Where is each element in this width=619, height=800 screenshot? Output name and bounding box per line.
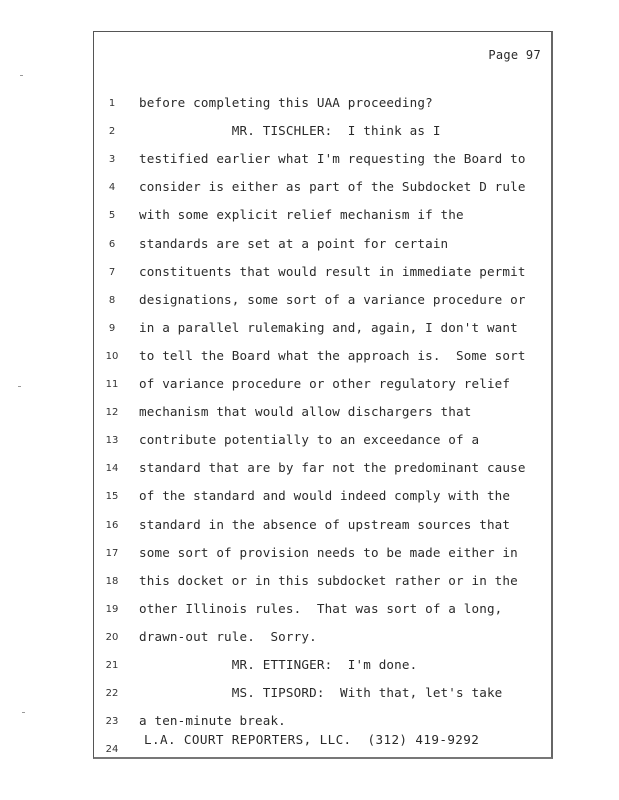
line-text: standards are set at a point for certain (139, 235, 449, 251)
line-number: 10 (105, 350, 119, 362)
line-number: 6 (108, 238, 116, 250)
transcript-line (94, 626, 554, 654)
line-number: 9 (108, 322, 116, 334)
line-text: constituents that would result in immediate permit (139, 263, 526, 279)
transcript-line (94, 317, 554, 345)
transcript-line (94, 345, 554, 373)
transcript-line (94, 654, 554, 682)
line-text: designations, some sort of a variance procedure or (139, 291, 526, 307)
line-text: other Illinois rules. That was sort of a long, (139, 600, 503, 616)
transcript-line (94, 92, 554, 120)
line-number: 2 (108, 126, 116, 138)
transcript-line (94, 148, 554, 176)
line-text: MR. ETTINGER: I'm done. (139, 657, 418, 672)
line-number: 12 (105, 407, 119, 419)
line-text: a ten-minute break. (139, 713, 286, 729)
transcript-line (94, 429, 554, 457)
transcript-line (94, 233, 554, 261)
line-text: MR. TISCHLER: I think as I (139, 123, 441, 139)
transcript-line (94, 514, 554, 542)
transcript-line (94, 570, 554, 598)
line-text: contribute potentially to an exceedance of a (139, 432, 480, 448)
line-text: of variance procedure or other regulatory relief (139, 376, 511, 391)
line-number: 4 (108, 182, 116, 194)
scan-speck (20, 75, 23, 76)
transcript-line (94, 261, 554, 289)
line-number: 8 (108, 294, 116, 306)
line-text: before completing this UAA proceeding? (139, 95, 433, 110)
line-number: 5 (108, 210, 116, 222)
transcript-line (94, 176, 554, 204)
line-text: mechanism that would allow dischargers that (139, 404, 472, 420)
line-number: 3 (108, 154, 116, 166)
line-text: MS. TIPSORD: With that, let's take (139, 685, 503, 701)
line-number: 18 (105, 575, 119, 587)
transcript-line (94, 373, 554, 401)
transcript-line (94, 598, 554, 626)
transcript-line (94, 120, 554, 148)
line-number: 22 (105, 688, 119, 700)
line-number: 1 (108, 98, 116, 109)
transcript-line (94, 485, 554, 513)
line-number: 24 (105, 744, 119, 756)
line-number: 23 (105, 716, 119, 728)
court-reporter-footer: L.A. COURT REPORTERS, LLC. (312) 419-9292 (144, 732, 480, 747)
line-number: 17 (105, 547, 119, 559)
line-text: consider is either as part of the Subdocket D rule (139, 179, 526, 195)
transcript-line (94, 289, 554, 317)
line-text: this docket or in this subdocket rather or in the (139, 572, 518, 588)
transcript-page (93, 31, 553, 759)
scan-speck (22, 712, 25, 713)
transcript-line (94, 542, 554, 570)
line-number: 14 (105, 463, 119, 475)
line-number: 11 (105, 379, 119, 390)
line-number: 21 (105, 660, 119, 671)
line-number: 16 (105, 519, 119, 531)
line-number: 13 (105, 435, 119, 447)
line-number: 19 (105, 603, 119, 615)
page-number: Page 97 (488, 48, 541, 62)
line-text: in a parallel rulemaking and, again, I don't want (139, 319, 518, 335)
line-text: some sort of provision needs to be made either in (139, 544, 518, 560)
line-number: 15 (105, 491, 119, 503)
line-text: standard in the absence of upstream sources that (139, 516, 511, 532)
scan-speck (18, 386, 21, 387)
line-text: standard that are by far not the predominant cause (139, 460, 526, 476)
line-text: of the standard and would indeed comply with the (139, 488, 511, 504)
line-text: with some explicit relief mechanism if the (139, 207, 464, 223)
line-text: drawn-out rule. Sorry. (139, 628, 317, 644)
line-text: to tell the Board what the approach is. Some sort (139, 347, 526, 363)
line-number: 20 (105, 631, 119, 643)
transcript-line (94, 682, 554, 710)
line-number: 7 (108, 266, 116, 278)
line-text: testified earlier what I'm requesting the Board to (139, 151, 526, 167)
transcript-line (94, 401, 554, 429)
transcript-line (94, 457, 554, 485)
transcript-line (94, 204, 554, 232)
